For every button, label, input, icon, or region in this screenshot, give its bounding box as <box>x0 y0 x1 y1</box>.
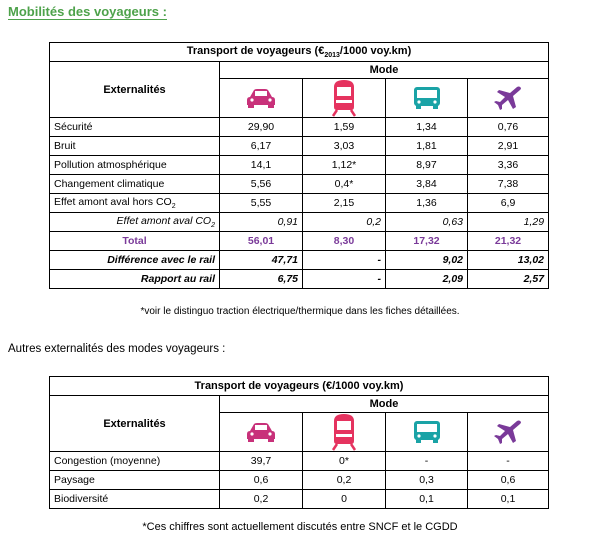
row-label: Paysage <box>50 471 220 490</box>
cell-bus: 1,81 <box>386 137 468 156</box>
cell-car: 6,17 <box>220 137 303 156</box>
cell-train: 2,15 <box>303 194 386 213</box>
footnote-2: *Ces chiffres sont actuellement discutés entre SNCF et le CGDD <box>142 521 458 533</box>
subtitle: Autres externalités des modes voyageurs : <box>8 343 226 355</box>
cell-bus: 9,02 <box>386 251 468 270</box>
cell-bus: 3,84 <box>386 175 468 194</box>
cell-plane: 0,6 <box>468 471 549 490</box>
train-icon <box>331 79 357 117</box>
table-row <box>50 175 549 194</box>
cell-car: 5,55 <box>220 194 303 213</box>
table-row <box>50 156 549 175</box>
cell-bus: 1,36 <box>386 194 468 213</box>
cell-car: 0,91 <box>220 213 303 232</box>
bus-icon-cell <box>386 413 468 452</box>
cell-train: 1,12* <box>303 156 386 175</box>
cell-car: 14,1 <box>220 156 303 175</box>
cell-plane: 2,91 <box>468 137 549 156</box>
bus-icon <box>412 86 442 110</box>
bus-icon-cell <box>386 79 468 118</box>
table-caption: Transport de voyageurs (€/1000 voy.km) <box>50 377 549 396</box>
table-row <box>50 490 549 509</box>
cell-bus: 0,3 <box>386 471 468 490</box>
plane-icon-cell <box>468 413 549 452</box>
cell-plane: 3,36 <box>468 156 549 175</box>
car-icon <box>245 87 277 109</box>
cell-car: 0,2 <box>220 490 303 509</box>
cell-plane: - <box>468 452 549 471</box>
plane-icon-cell <box>468 79 549 118</box>
row-label: Effet amont aval $CO_2$ <box>50 213 220 232</box>
cell-bus: 2,09 <box>386 270 468 289</box>
row-label: Effet amont aval hors $CO_2$ <box>50 194 220 213</box>
row-label: Bruit <box>50 137 220 156</box>
cell-train: - <box>303 270 386 289</box>
cell-train: 1,59 <box>303 118 386 137</box>
row-label: Sécurité <box>50 118 220 137</box>
row-label: Biodiversité <box>50 490 220 509</box>
cell-train: 0 <box>303 490 386 509</box>
table-row <box>50 194 549 213</box>
cell-car: 29,90 <box>220 118 303 137</box>
cell-train: 0,4* <box>303 175 386 194</box>
section-title: Mobilités des voyageurs : <box>8 4 167 19</box>
plane-icon <box>493 419 523 445</box>
cell-plane: 2,57 <box>468 270 549 289</box>
cell-bus: 1,34 <box>386 118 468 137</box>
table-row <box>50 471 549 490</box>
row-label: Rapport au rail <box>50 270 220 289</box>
cell-plane: 21,32 <box>468 232 549 251</box>
cell-car: 47,71 <box>220 251 303 270</box>
mode-header: Mode <box>220 62 549 79</box>
table-row <box>50 452 549 471</box>
plane-icon <box>493 85 523 111</box>
cell-plane: 1,29 <box>468 213 549 232</box>
cell-plane: 7,38 <box>468 175 549 194</box>
externalities-header: Externalités <box>50 396 220 452</box>
train-icon-cell <box>303 79 386 118</box>
other-externalities-table <box>49 376 549 509</box>
row-label: Changement climatique <box>50 175 220 194</box>
car-icon-cell <box>220 79 303 118</box>
externalities-header: Externalités <box>50 62 220 118</box>
train-icon-cell <box>303 413 386 452</box>
row-label: Pollution atmosphérique <box>50 156 220 175</box>
cell-car: 39,7 <box>220 452 303 471</box>
cell-bus: - <box>386 452 468 471</box>
train-icon <box>331 413 357 451</box>
table-row <box>50 137 549 156</box>
row-label: Total <box>50 232 220 251</box>
row-label: Congestion (moyenne) <box>50 452 220 471</box>
total-row <box>50 232 549 251</box>
cell-bus: 0,63 <box>386 213 468 232</box>
mode-header: Mode <box>220 396 549 413</box>
car-icon <box>245 421 277 443</box>
cell-train: 3,03 <box>303 137 386 156</box>
cell-bus: 8,97 <box>386 156 468 175</box>
bus-icon <box>412 420 442 444</box>
cell-train: 8,30 <box>303 232 386 251</box>
cell-car: 56,01 <box>220 232 303 251</box>
table-caption: Transport de voyageurs ($€_{2013}/1000$ voy.km) <box>50 43 549 62</box>
cell-car: 0,6 <box>220 471 303 490</box>
cell-plane: 0,1 <box>468 490 549 509</box>
passenger-externalities-table <box>49 42 549 289</box>
cell-train: 0,2 <box>303 213 386 232</box>
cell-plane: 0,76 <box>468 118 549 137</box>
cell-train: 0,2 <box>303 471 386 490</box>
cell-plane: 6,9 <box>468 194 549 213</box>
cell-train: - <box>303 251 386 270</box>
footnote-1: *voir le distinguo traction électrique/thermique dans les fiches détaillées. <box>140 306 460 317</box>
cell-train: 0* <box>303 452 386 471</box>
cell-plane: 13,02 <box>468 251 549 270</box>
table-row <box>50 251 549 270</box>
table-row <box>50 118 549 137</box>
cell-bus: 17,32 <box>386 232 468 251</box>
table-row <box>50 270 549 289</box>
car-icon-cell <box>220 413 303 452</box>
cell-car: 6,75 <box>220 270 303 289</box>
table-row <box>50 213 549 232</box>
row-label: Différence avec le rail <box>50 251 220 270</box>
cell-car: 5,56 <box>220 175 303 194</box>
cell-bus: 0,1 <box>386 490 468 509</box>
